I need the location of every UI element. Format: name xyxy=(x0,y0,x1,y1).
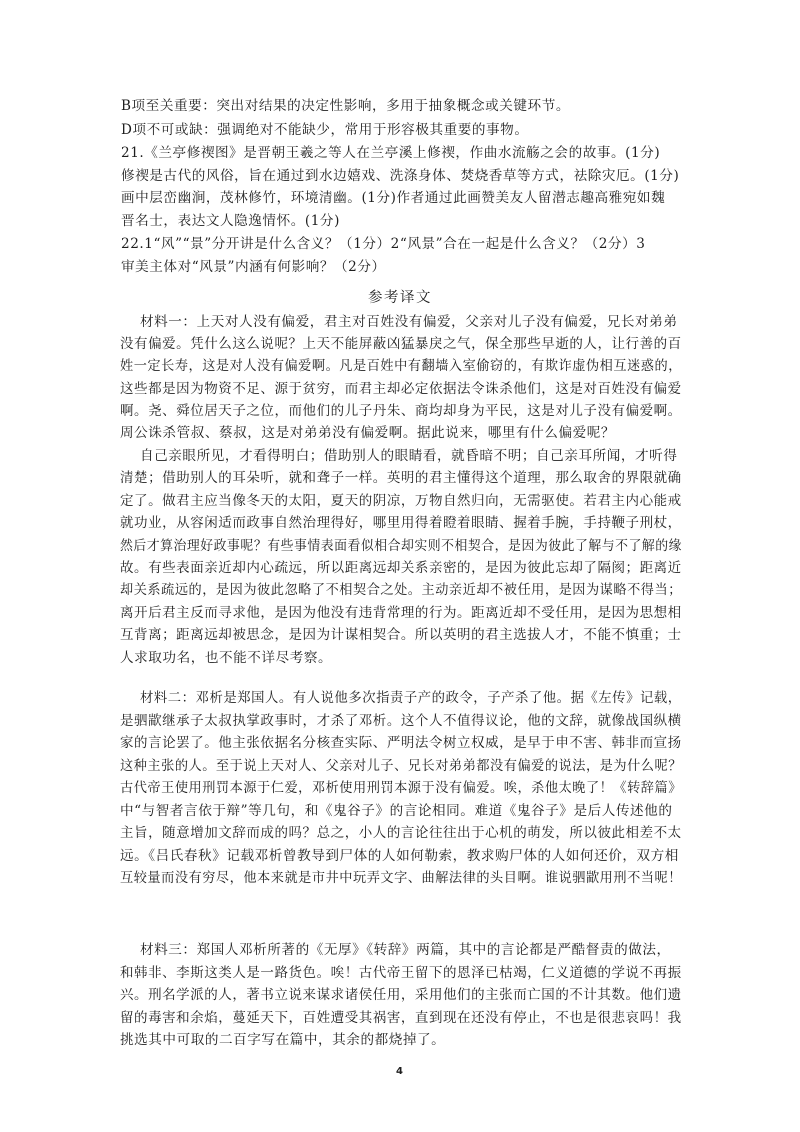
paragraph-line: 这种主张的人。至于说上天对人、父亲对儿子、兄长对弟弟都没有偏爱的说法，是为什么呢？ xyxy=(120,758,682,774)
answer-line: 审美主体对“风景”内涵有何影响？（2分） xyxy=(121,259,386,275)
paragraph-line: 互背离；距离远却被思念，是因为计谋相契合。所以英明的君主选拔人才，不能不慎重；士 xyxy=(120,627,682,643)
translation-heading: 参考译文 xyxy=(368,290,432,306)
answer-line: D项不可或缺：强调绝对不能缺少，常用于形容极其重要的事物。 xyxy=(121,122,529,138)
paragraph-line: 啊。尧、舜位居天子之位，而他们的儿子丹朱、商均却身为平民，这是对儿子没有偏爱啊。 xyxy=(120,403,682,419)
paragraph-line: 材料一：上天对人没有偏爱，君主对百姓没有偏爱，父亲对儿子没有偏爱，兄长对弟弟 xyxy=(140,314,678,330)
paragraph-line: 自己亲眼所见，才看得明白；借助别人的眼睛看，就昏暗不明；自己亲耳所闻，才听得 xyxy=(140,448,678,464)
paragraph-line: 定了。做君主应当像冬天的太阳，夏天的阴凉，万物自然归向，无需驱使。若君主内心能戒 xyxy=(120,493,682,509)
paragraph-line: 就功业，从容闲适而政事自然治理得好，哪里用得着瞪着眼睛、握着手腕，手持鞭子刑杖， xyxy=(120,515,682,531)
paragraph-line: 是驷歂继承子太叔执掌政事时，才杀了邓析。这个人不值得议论，他的文辞，就像战国纵横 xyxy=(120,713,682,729)
paragraph-line: 然后才算治理好政事呢？有些事情表面看似相合却实则不相契合，是因为彼此了解与不了解的缘 xyxy=(120,538,683,554)
paragraph-line: 材料三：郑国人邓析所著的《无厚》《转辞》两篇，其中的言论都是严酷督责的做法， xyxy=(140,942,671,958)
answer-line: 修禊是古代的风俗，旨在通过到水边嬉戏、洗涤身体、焚烧香草等方式，祛除灾厄。(1分) xyxy=(121,168,680,184)
answer-line: 晋名士，表达文人隐逸情怀。(1分) xyxy=(121,213,340,229)
paragraph-line: 材料二：邓析是郑国人。有人说他多次指责子产的政令，子产杀了他。据《左传》记载， xyxy=(140,690,682,706)
paragraph-line: 故。有些表面亲近却内心疏远，所以距离远却关系亲密的，是因为彼此忘却了隔阂；距离近 xyxy=(120,560,682,576)
paragraph-line: 主旨，随意增加文辞而成的吗？总之，小人的言论往往出于心机的萌发，所以彼此相差不太 xyxy=(120,825,682,841)
paragraph-line: 中“与智者言依于辩”等几句，和《鬼谷子》的言论相同。难道《鬼谷子》是后人传述他的 xyxy=(120,803,673,819)
answer-line: 22.1“风”“景”分开讲是什么含义？（1分）2“风景”合在一起是什么含义？（2分）3 xyxy=(121,236,646,252)
paragraph-line: 姓一定长寿，这是对人没有偏爱啊。凡是百姓中有翻墙入室偷窃的，有欺诈虚伪相互迷惑的， xyxy=(120,358,682,374)
paragraph-line: 留的毒害和余焰，蔓延天下，百姓遭受其祸害，直到现在还没有停止，不也是很悲哀吗！我 xyxy=(120,1010,682,1026)
paragraph-line: 这些都是因为物资不足、源于贫穷，而君主却必定依据法令诛杀他们，这是对百姓没有偏爱 xyxy=(120,381,682,397)
paragraph-line: 古代帝王使用刑罚本源于仁爱，邓析使用刑罚本源于没有偏爱。唉，杀他太晚了！《转辞篇》 xyxy=(120,780,682,796)
paragraph-line: 清楚；借助别人的耳朵听，就和聋子一样。英明的君主懂得这个道理，那么取舍的界限就确 xyxy=(120,470,682,486)
answer-line: B项至关重要：突出对结果的决定性影响，多用于抽象概念或关键环节。 xyxy=(121,98,570,114)
paragraph-line: 却关系疏远的，是因为彼此忽略了不相契合之处。主动亲近却不被任用，是因为谋略不得当； xyxy=(120,582,682,598)
answer-line: 21.《兰亭修禊图》是晋朝王羲之等人在兰亭溪上修禊，作曲水流觞之会的故事。(1分) xyxy=(121,145,661,161)
paragraph-line: 挑选其中可取的二百字写在篇中，其余的都烧掉了。 xyxy=(120,1032,446,1048)
paragraph-line: 家的言论罢了。他主张依据名分核查实际、严明法令树立权威，是早于申不害、韩非而宣扬 xyxy=(120,735,682,751)
paragraph-line: 离开后君主反而寻求他，是因为他没有违背常理的行为。距离近却不受任用，是因为思想相 xyxy=(120,605,682,621)
paragraph-line: 远。《吕氏春秋》记载邓析曾教导到尸体的人如何勒索，教求购尸体的人如何还价，双方相 xyxy=(120,848,679,864)
page-number: 4 xyxy=(396,1066,403,1077)
paragraph-line: 兴。刑名学派的人，著书立说来谋求诸侯任用，采用他们的主张而亡国的不计其数。他们遗 xyxy=(120,987,682,1003)
paragraph-line: 没有偏爱。凭什么这么说呢？上天不能屏蔽凶猛暴戾之气，保全那些早逝的人，让行善的百 xyxy=(120,336,682,352)
paragraph-line: 互较量而没有穷尽，他本来就是市井中玩弄文字、曲解法律的头目啊。谁说驷歂用刑不当呢！ xyxy=(120,870,682,886)
paragraph-line: 和韩非、李斯这类人是一路货色。唉！古代帝王留下的恩泽已枯竭，仁义道德的学说不再振 xyxy=(120,965,682,981)
paragraph-line: 周公诛杀管叔、蔡叔，这是对弟弟没有偏爱啊。据此说来，哪里有什么偏爱呢？ xyxy=(120,425,616,441)
paragraph-line: 人求取功名，也不能不详尽考察。 xyxy=(120,650,333,666)
answer-line: 画中层峦幽涧，茂林修竹，环境清幽。(1分)作者通过此画赞美友人留潜志趣高雅宛如魏 xyxy=(121,190,666,206)
